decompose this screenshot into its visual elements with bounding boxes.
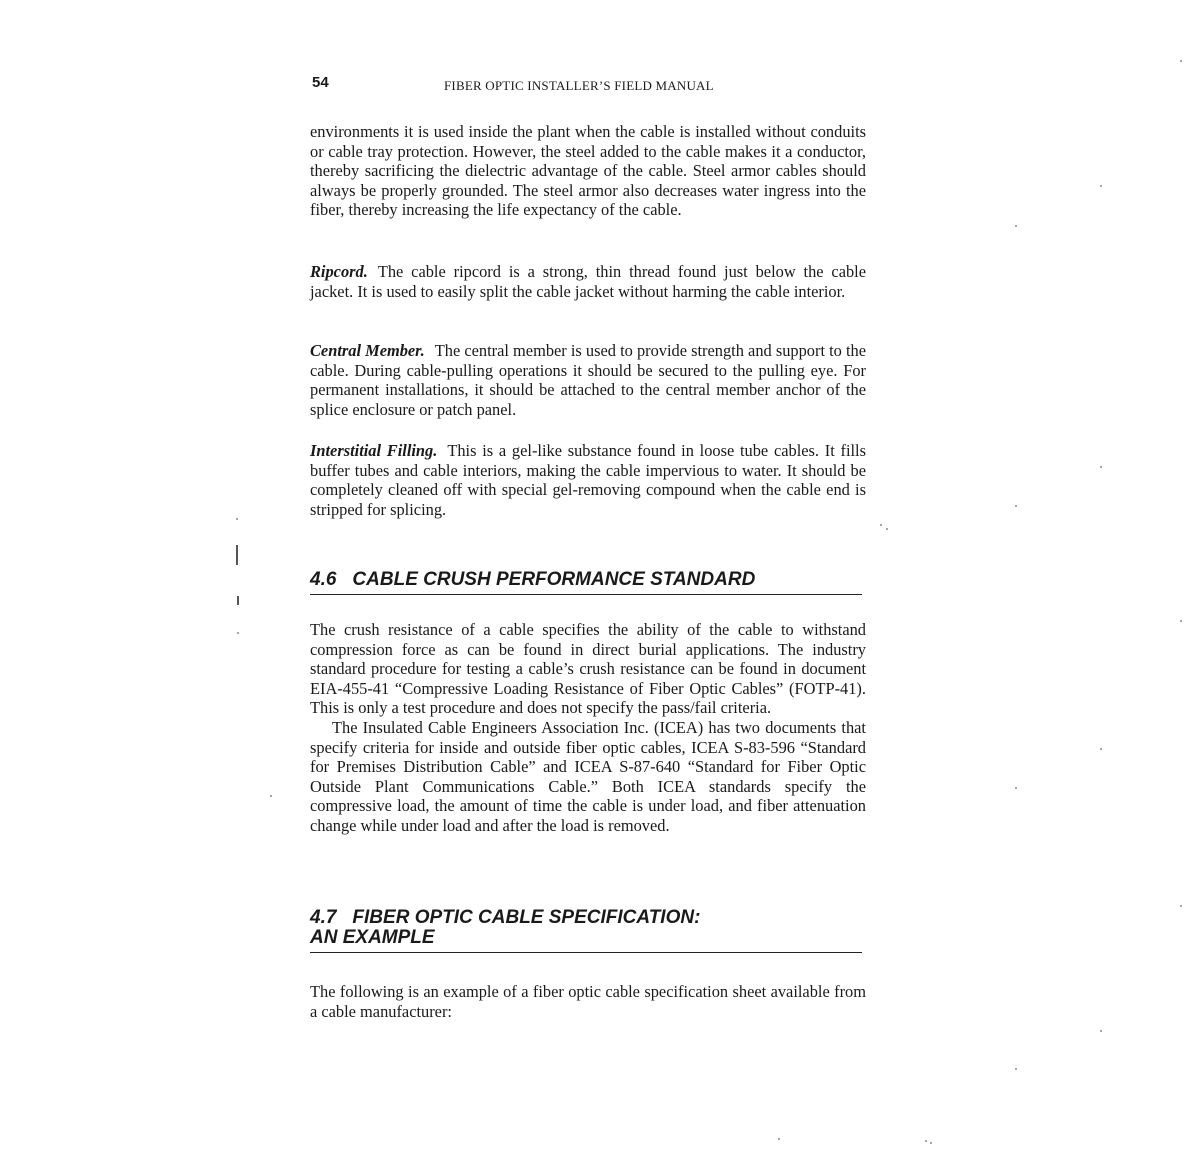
central-member-term: Central Member. <box>310 341 425 360</box>
scan-dot <box>1100 466 1102 468</box>
intro-paragraph: environments it is used inside the plant when the cable is installed without conduits or cable tray protection. However, the steel added to the cable makes it a conductor, thereby sacrificing the dielectric advantage of the cable. Steel armor cables should always be properly grounded. The steel armor also decreases water ingress into the fiber, thereby increasing the life expectancy of the cable. <box>310 122 866 220</box>
scan-dot <box>237 632 239 634</box>
scan-dot <box>1100 748 1102 750</box>
section-heading-4-6 <box>310 570 862 595</box>
central-member-paragraph <box>310 341 866 419</box>
ripcord-paragraph-block <box>310 262 866 301</box>
section-title-4-7-line-1 <box>310 908 862 928</box>
interstitial-filling-term: Interstitial Filling. <box>310 441 438 460</box>
scan-dot <box>886 528 888 530</box>
scan-dot <box>925 1140 927 1142</box>
scan-mark <box>236 545 238 565</box>
scan-dot <box>1015 1068 1017 1070</box>
scan-mark <box>237 596 239 605</box>
scan-dot <box>778 1138 780 1140</box>
scan-dot <box>270 795 272 797</box>
section-heading-4-7 <box>310 908 862 953</box>
ripcord-paragraph <box>310 262 866 301</box>
central-member-paragraph-block <box>310 341 866 419</box>
scan-dot <box>930 1142 932 1144</box>
scan-dot <box>236 518 238 520</box>
section-4-7-body <box>310 982 866 1021</box>
scan-dot <box>1180 60 1182 62</box>
section-title-4-7-line-2: AN EXAMPLE <box>310 927 435 948</box>
ripcord-text: The cable ripcord is a strong, thin thread found just below the cable jacket. It is used to easily split the cable jacket without harming the cable interior. <box>310 262 866 301</box>
scan-dot <box>880 524 882 526</box>
ripcord-term: Ripcord. <box>310 262 368 281</box>
example-paragraph: The following is an example of a fiber optic cable specification sheet available from a cable manufacturer: <box>310 982 866 1021</box>
scan-dot <box>1015 787 1017 789</box>
interstitial-filling-paragraph <box>310 441 866 519</box>
section-title-4-6: CABLE CRUSH PERFORMANCE STANDARD <box>352 569 756 590</box>
crush-paragraph-2: The Insulated Cable Engineers Association Inc. (ICEA) has two documents that specify criteria for inside and outside fiber optic cables, ICEA S-83-596 “Standard for Premises Distribution Cable” and ICEA S-87-640 “Standard for Fiber Optic Outside Plant Communications Cable.” Both ICEA standards specify the compressive load, the amount of time the cable is under load, and fiber attenuation change while under load and after the load is removed. <box>310 717 866 835</box>
scan-dot <box>1015 505 1017 507</box>
interstitial-filling-paragraph-block <box>310 441 866 519</box>
scan-dot <box>1100 185 1102 187</box>
intro-paragraph-block <box>310 122 866 220</box>
central-member-text: The central member is used to provide strength and support to the cable. During cable-pulling operations it should be secured to the pulling eye. For permanent installations, it should be attached to the central member anchor of the splice enclosure or patch panel. <box>310 341 866 419</box>
running-title: FIBER OPTIC INSTALLER’S FIELD MANUAL <box>444 78 714 93</box>
section-4-6-body <box>310 620 866 836</box>
crush-paragraph-1: The crush resistance of a cable specifies the ability of the cable to withstand compression force as can be found in direct burial applications. The industry standard procedure for testing a cable’s crush resistance can be found in document EIA-455-41 “Compressive Loading Resistance of Fiber Optic Cables” (FOTP-41). This is only a test procedure and does not specify the pass/fail criteria. <box>310 620 866 718</box>
scan-dot <box>1100 1030 1102 1032</box>
page-number: 54 <box>312 74 329 91</box>
interstitial-filling-text: This is a gel-like substance found in loose tube cables. It fills buffer tubes and cable interiors, making the cable impervious to water. It should be completely cleaned off with special gel-removing compound when the cable end is stripped for splicing. <box>310 441 866 519</box>
section-number-4-7: 4.7 <box>310 907 337 928</box>
scan-dot <box>1180 905 1182 907</box>
scan-dot <box>1180 620 1182 622</box>
page-header <box>312 74 872 98</box>
section-title-4-7: FIBER OPTIC CABLE SPECIFICATION: <box>352 907 701 928</box>
scan-dot <box>1015 225 1017 227</box>
section-number-4-6: 4.6 <box>310 569 337 590</box>
